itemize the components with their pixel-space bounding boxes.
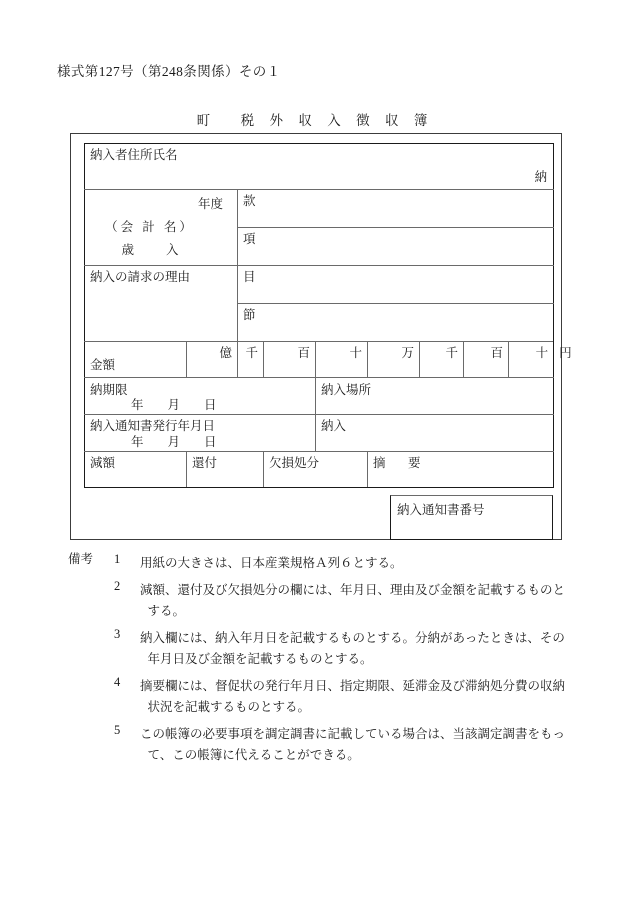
amount-digit-juu-2[interactable]: 十 — [509, 342, 554, 378]
amount-label-cell — [85, 342, 187, 378]
due-date-fields: 年 月 日 — [131, 398, 217, 412]
remark-number: 1 — [114, 552, 121, 566]
fiscal-year-account-cell[interactable] — [85, 190, 238, 266]
remark-number: 5 — [114, 722, 121, 737]
table-row-amount: 金額 億 千 百 十 万 千 百 十 円 — [85, 342, 554, 378]
table-row-adjustments — [85, 452, 554, 488]
setsu-cell[interactable] — [238, 304, 554, 342]
remark-line-2: 年月日及び金額を記載するものとする。 — [147, 652, 373, 666]
amount-digit-sen-1[interactable]: 千 — [238, 342, 264, 378]
amount-digit-oku[interactable]: 億 — [187, 342, 238, 378]
remark-text — [140, 553, 568, 575]
account-name-label: （会 計 名） — [105, 220, 195, 234]
summary-label: 摘 要 — [373, 456, 426, 470]
remark-text — [140, 580, 568, 623]
remark-text — [140, 724, 568, 767]
remark-number: 4 — [114, 674, 121, 689]
page-title — [0, 109, 630, 129]
payer-address-name-cell[interactable] — [85, 144, 554, 190]
remark-line-2: 状況を記載するものとする。 — [147, 700, 311, 714]
kan-label: 款 — [243, 194, 256, 208]
amount-digit-juu-1[interactable]: 十 — [316, 342, 368, 378]
remark-line-1: 納入欄には、納入年月日を記載するものとする。分納があったときは、その — [140, 630, 565, 645]
table-row-reason-moku — [85, 266, 554, 304]
summary-cell[interactable] — [368, 452, 554, 488]
setsu-label: 節 — [243, 308, 256, 322]
refund-label: 還付 — [192, 456, 218, 470]
amount-label: 金額 — [90, 358, 116, 373]
amount-digit-sen-2[interactable]: 千 — [420, 342, 464, 378]
remark-item — [68, 676, 568, 719]
payment-cell[interactable] — [316, 415, 554, 452]
table-row-payer — [85, 144, 554, 190]
title-town: 町 — [196, 113, 211, 128]
remarks-heading: 備考 — [68, 552, 94, 566]
table-row-due-date — [85, 378, 554, 415]
table-row-fiscal-kan — [85, 190, 554, 228]
collection-ledger-table — [84, 143, 572, 488]
remark-item — [68, 628, 568, 671]
notice-issue-date-fields: 年 月 日 — [131, 435, 217, 449]
due-date-label: 納期限 — [90, 383, 128, 397]
amount-digit-hyaku-2[interactable]: 百 — [464, 342, 509, 378]
remark-line-1: 摘要欄には、督促状の発行年月日、指定期限、延滞金及び滞納処分費の収納 — [140, 678, 566, 693]
table-row-notice-date — [85, 415, 554, 452]
remark-line-2: する。 — [147, 604, 186, 618]
remark-line-1: この帳簿の必要事項を調定調書に記載している場合は、当該調定調書をもっ — [140, 726, 566, 741]
reduction-label: 減額 — [90, 456, 116, 470]
moku-cell[interactable] — [238, 266, 554, 304]
payment-label: 納入 — [321, 419, 347, 433]
moku-label: 目 — [243, 270, 256, 284]
notice-number-label: 納入通知書番号 — [397, 503, 485, 517]
revenue-label: 歳 入 — [121, 243, 179, 257]
amount-digit-man[interactable]: 万 — [368, 342, 420, 378]
payment-mark-label: 納 — [534, 170, 548, 185]
ko-cell[interactable] — [238, 228, 554, 266]
payer-address-name-label: 納入者住所氏名 — [90, 148, 178, 162]
remark-item — [68, 553, 568, 575]
remark-text — [140, 676, 568, 719]
remark-text — [140, 628, 568, 671]
remark-number: 2 — [114, 578, 121, 593]
payment-request-reason-label: 納入の請求の理由 — [90, 270, 191, 284]
remark-item — [68, 724, 568, 767]
remark-item — [68, 580, 568, 623]
loss-disposal-cell[interactable] — [264, 452, 368, 488]
payment-place-label: 納入場所 — [321, 383, 372, 397]
due-date-cell[interactable] — [85, 378, 316, 415]
kan-cell[interactable] — [238, 190, 554, 228]
payment-place-cell[interactable] — [316, 378, 554, 415]
loss-disposal-label: 欠損処分 — [269, 456, 320, 470]
ko-label: 項 — [243, 232, 256, 246]
remark-line-2: て、この帳簿に代えることができる。 — [147, 748, 360, 762]
payment-request-reason-cell[interactable] — [85, 266, 238, 342]
fiscal-year-label: 年度 — [197, 197, 223, 211]
notice-number-box[interactable] — [390, 495, 553, 540]
reduction-cell[interactable] — [85, 452, 187, 488]
notice-issue-date-cell[interactable] — [85, 415, 316, 452]
remark-line-1: 用紙の大きさは、日本産業規格Ａ列６とする。 — [140, 556, 403, 570]
remarks-section — [68, 553, 568, 772]
amount-digit-hyaku-1[interactable]: 百 — [264, 342, 316, 378]
refund-cell[interactable] — [187, 452, 264, 488]
notice-issue-date-label: 納入通知書発行年月日 — [90, 419, 216, 433]
title-main: 税 外 収 入 徴 収 簿 — [240, 113, 434, 128]
form-number: 様式第127号（第248条関係）その１ — [57, 64, 281, 79]
remark-line-1: 減額、還付及び欠損処分の欄には、年月日、理由及び金額を記載するものと — [140, 582, 566, 597]
remark-number: 3 — [114, 626, 121, 641]
